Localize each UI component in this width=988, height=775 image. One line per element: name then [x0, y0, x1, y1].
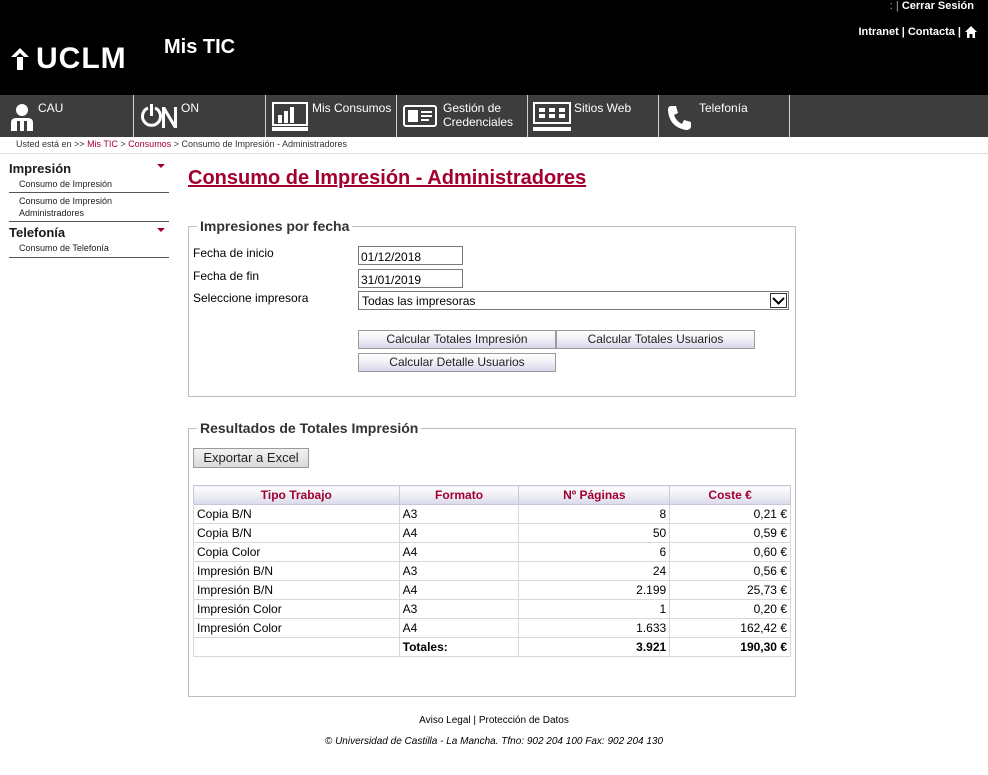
cell-formato: A3	[399, 600, 519, 619]
id-card-icon	[403, 105, 437, 127]
breadcrumb-current: Consumo de Impresión - Administradores	[181, 139, 348, 149]
table-row	[194, 600, 791, 619]
fieldset-legend: Impresiones por fecha	[200, 218, 350, 234]
start-date-label: Fecha de inicio	[193, 246, 274, 260]
end-date-input[interactable]	[358, 269, 463, 288]
separator: |	[957, 26, 961, 38]
nav-item-credenciales[interactable]	[397, 95, 528, 137]
printer-label: Seleccione impresora	[193, 291, 309, 305]
cell-formato: A4	[399, 619, 519, 638]
web-sites-icon	[533, 102, 571, 132]
nav-label: ON	[181, 101, 199, 115]
nav-item-cau[interactable]	[0, 95, 134, 137]
consumption-chart-icon	[272, 102, 308, 132]
totals-row	[194, 638, 791, 657]
main-nav	[0, 95, 988, 137]
legal-link[interactable]: Aviso Legal	[419, 715, 471, 726]
app-title: Mis TIC	[164, 36, 236, 58]
totals-label: Totales:	[399, 638, 519, 657]
sidebar	[9, 161, 169, 258]
table-row	[194, 619, 791, 638]
cell-tipo: Copia Color	[194, 543, 400, 562]
uclm-logo[interactable]	[9, 44, 127, 74]
calc-detalle-usuarios-button[interactable]: Calcular Detalle Usuarios	[358, 353, 556, 372]
sidebar-item-consumo-impresion[interactable]: Consumo de Impresión	[9, 176, 169, 193]
caret-down-icon[interactable]	[157, 164, 165, 168]
cell-formato: A3	[399, 505, 519, 524]
header	[0, 0, 988, 95]
cell-formato: A4	[399, 543, 519, 562]
home-icon[interactable]	[964, 25, 978, 39]
results-table	[193, 485, 791, 657]
calc-totales-usuarios-button[interactable]: Calcular Totales Usuarios	[556, 330, 755, 349]
cell-tipo: Copia B/N	[194, 524, 400, 543]
power-on-icon	[140, 104, 180, 130]
calc-totales-impresion-button[interactable]: Calcular Totales Impresión	[358, 330, 556, 349]
divider	[0, 153, 988, 154]
utility-links	[858, 25, 978, 39]
intranet-link[interactable]: Intranet	[858, 26, 899, 38]
table-row	[194, 505, 791, 524]
cell-tipo: Impresión B/N	[194, 562, 400, 581]
separator: |	[901, 26, 905, 38]
cell-coste: 25,73 €	[670, 581, 791, 600]
privacy-link[interactable]: Protección de Datos	[478, 715, 569, 726]
table-row	[194, 581, 791, 600]
column-header: Formato	[399, 486, 519, 505]
page-title: Consumo de Impresión - Administradores	[188, 167, 587, 189]
fieldset-legend: Resultados de Totales Impresión	[200, 420, 419, 436]
cell-paginas: 50	[519, 524, 670, 543]
totals-cost: 190,30 €	[670, 638, 791, 657]
cell-tipo: Copia B/N	[194, 505, 400, 524]
nav-label: Mis Consumos	[312, 101, 392, 115]
nav-item-on[interactable]	[134, 95, 266, 137]
cell-paginas: 6	[519, 543, 670, 562]
cell-formato: A4	[399, 524, 519, 543]
cell-empty	[194, 638, 400, 657]
sidebar-section-impresion[interactable]	[9, 161, 169, 176]
table-row	[194, 562, 791, 581]
footer-copyright: © Universidad de Castilla - La Mancha. Tfno: 902 204 100 Fax: 902 204 130	[324, 736, 664, 747]
user-icon	[10, 103, 34, 131]
sidebar-item-consumo-telefonia[interactable]: Consumo de Telefonía	[9, 240, 169, 258]
contact-link[interactable]: Contacta	[907, 26, 955, 38]
table-row	[194, 524, 791, 543]
nav-item-mis-consumos[interactable]	[266, 95, 397, 137]
cell-coste: 0,21 €	[670, 505, 791, 524]
cell-paginas: 2.199	[519, 581, 670, 600]
column-header: Coste €	[670, 486, 791, 505]
nav-item-sitios-web[interactable]	[528, 95, 659, 137]
breadcrumb: Usted está en >> Mis TIC > Consumos > Consumo de Impresión - Administradores	[16, 139, 348, 149]
cell-coste: 0,59 €	[670, 524, 791, 543]
printer-select-value: Todas las impresoras	[362, 294, 476, 308]
cell-formato: A3	[399, 562, 519, 581]
column-header: Tipo Trabajo	[194, 486, 400, 505]
cell-coste: 162,42 €	[670, 619, 791, 638]
end-date-label: Fecha de fin	[193, 269, 260, 283]
nav-label: CAU	[38, 101, 64, 115]
breadcrumb-prefix: Usted está en >>	[16, 139, 85, 149]
cell-tipo: Impresión Color	[194, 619, 400, 638]
start-date-input[interactable]	[358, 246, 463, 265]
breadcrumb-link-mis-tic[interactable]: Mis TIC	[87, 139, 118, 149]
table-header-row	[194, 486, 791, 505]
cell-formato: A4	[399, 581, 519, 600]
footer-links: Aviso Legal | Protección de Datos	[419, 715, 569, 726]
logo-text: UCLM	[36, 42, 127, 75]
cell-tipo: Impresión Color	[194, 600, 400, 619]
cell-coste: 0,60 €	[670, 543, 791, 562]
nav-label: Telefonía	[699, 101, 748, 115]
nav-label: Gestión de Credenciales	[443, 101, 514, 129]
chevron-down-icon[interactable]	[770, 293, 787, 308]
sidebar-section-telefonia[interactable]	[9, 225, 169, 240]
cell-paginas: 1.633	[519, 619, 670, 638]
sidebar-section-title: Impresión	[9, 161, 72, 176]
printer-select[interactable]	[358, 291, 789, 310]
caret-down-icon[interactable]	[157, 228, 165, 232]
cell-paginas: 24	[519, 562, 670, 581]
sidebar-item-consumo-impresion-admin[interactable]: Consumo de Impresión Administradores	[9, 193, 169, 222]
logout-link[interactable]: Cerrar Sesión	[901, 0, 974, 12]
cell-tipo: Impresión B/N	[194, 581, 400, 600]
cell-coste: 0,56 €	[670, 562, 791, 581]
nav-item-telefonia[interactable]	[659, 95, 790, 137]
nav-label: Sitios Web	[574, 101, 632, 115]
column-header: Nº Páginas	[519, 486, 670, 505]
phone-icon	[667, 105, 693, 131]
sidebar-section-title: Telefonía	[9, 225, 66, 240]
cell-paginas: 8	[519, 505, 670, 524]
session-links: : | Cerrar Sesión	[889, 0, 974, 12]
totals-pages: 3.921	[519, 638, 670, 657]
uclm-emblem-icon	[9, 46, 31, 72]
cell-paginas: 1	[519, 600, 670, 619]
breadcrumb-link-consumos[interactable]: Consumos	[128, 139, 172, 149]
export-excel-button[interactable]: Exportar a Excel	[193, 448, 309, 468]
table-row	[194, 543, 791, 562]
cell-coste: 0,20 €	[670, 600, 791, 619]
